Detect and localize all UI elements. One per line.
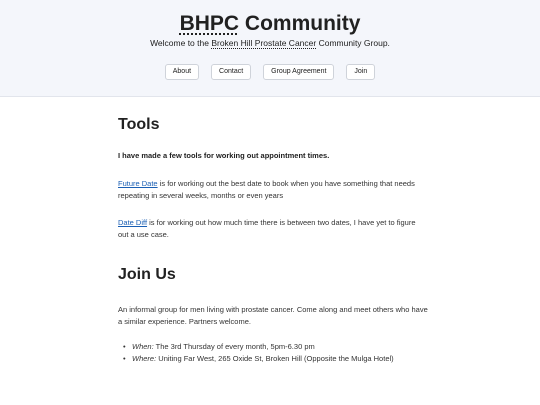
tools-heading: Tools <box>118 116 160 133</box>
main-content <box>118 115 428 366</box>
join-description: An informal group for men living with prostate cancer. Come along and meet others who have a similar experience. Partners welcome. <box>118 304 428 326</box>
tagline-prefix: Welcome to the <box>150 38 212 48</box>
nav-about-button[interactable]: About <box>165 64 199 80</box>
meeting-when-item <box>132 341 428 354</box>
site-tagline <box>0 38 540 49</box>
when-label: When: <box>132 341 154 351</box>
tools-section <box>118 115 428 242</box>
when-value: The 3rd Thursday of every month, 5pm-6.30 pm <box>153 341 315 351</box>
meeting-where-item <box>132 353 428 366</box>
site-title-abbreviation: BHPC <box>179 12 240 35</box>
future-date-description: is for working out the best date to book when you have something that needs repeating in several weeks, months or even years <box>118 178 415 200</box>
where-label: Where: <box>132 354 157 363</box>
nav-join-button[interactable]: Join <box>346 64 375 80</box>
future-date-paragraph <box>118 178 428 203</box>
meeting-info-list <box>118 341 428 366</box>
site-header <box>0 0 540 97</box>
nav-contact-button[interactable]: Contact <box>211 64 251 80</box>
where-value: Uniting Far West, 265 Oxide St, Broken Hill (Opposite the Mulga Hotel) <box>156 354 394 363</box>
tagline-suffix: Community Group. <box>316 38 390 48</box>
date-diff-paragraph <box>118 217 428 242</box>
date-diff-link[interactable]: Date Diff <box>118 217 148 227</box>
site-title <box>0 12 540 36</box>
tools-intro: I have made a few tools for working out appointment times. <box>118 151 330 160</box>
main-nav <box>0 64 540 80</box>
date-diff-description: is for working out how much time there is between two dates, I have yet to figure out a use case. <box>118 217 416 239</box>
join-heading: Join Us <box>118 265 176 283</box>
nav-group-agreement-button[interactable]: Group Agreement <box>263 64 334 80</box>
future-date-link[interactable]: Future Date <box>118 178 158 188</box>
site-title-suffix: Community <box>239 12 361 35</box>
tagline-group-name: Broken Hill Prostate Cancer <box>211 38 317 48</box>
join-section <box>118 265 428 366</box>
